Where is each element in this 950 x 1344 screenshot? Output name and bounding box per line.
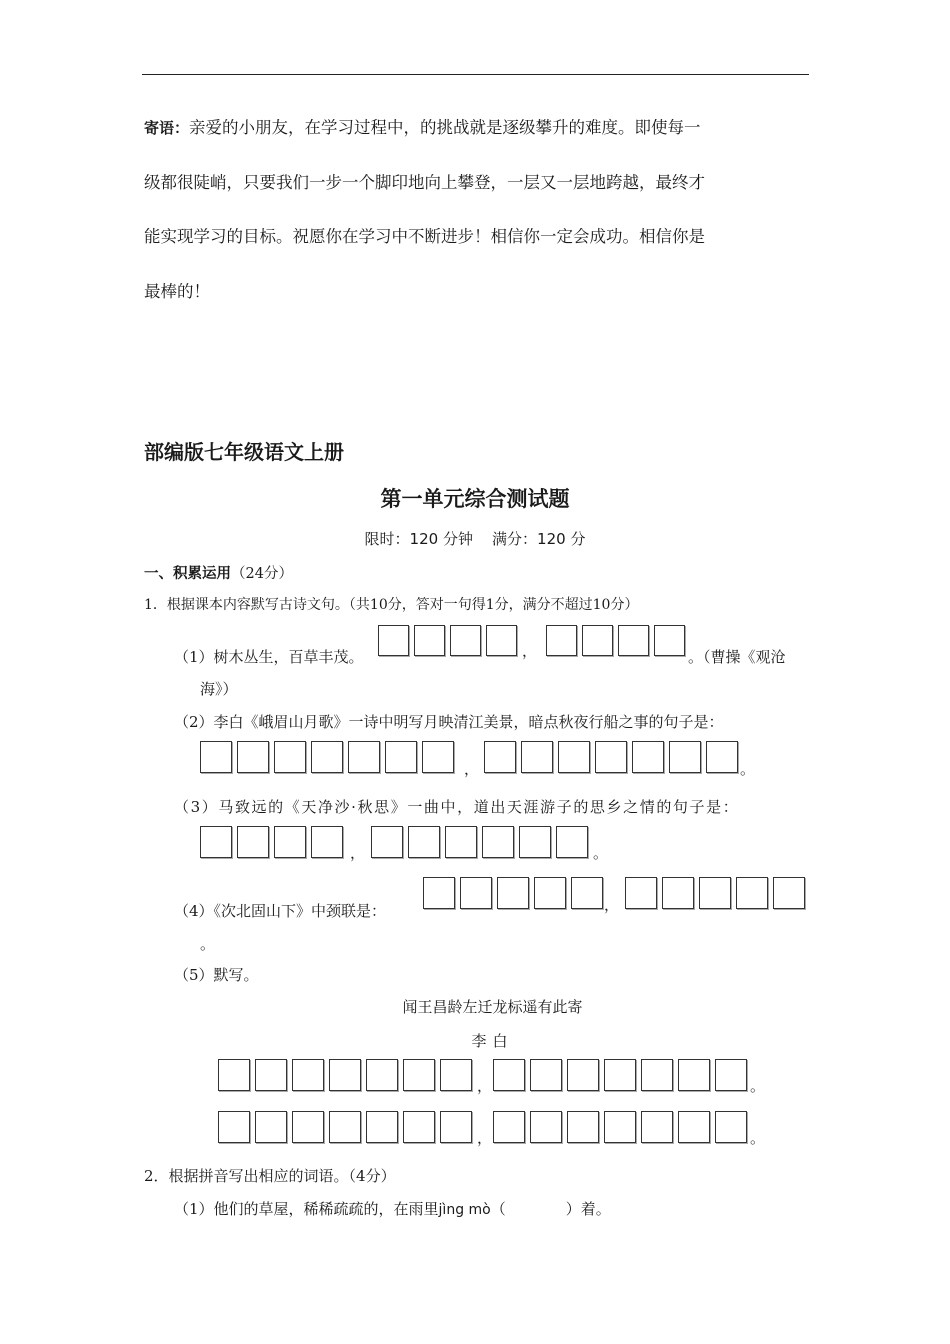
comma: ， [477,1077,493,1095]
intro-line-2: 级都很陡峭，只要我们一步一个脚印地向上攀登，一层又一层地跨越，最终才 [144,173,705,192]
q1-item1-answer-b[interactable] [546,625,690,656]
q2-item1-text: （1）他们的草屋，稀稀疏疏的，在雨里 [174,1200,439,1218]
answer-box[interactable] [521,741,553,773]
answer-box[interactable] [450,625,481,656]
time-label: 限时： [364,530,410,548]
answer-box[interactable] [558,741,590,773]
answer-box[interactable] [493,1111,525,1143]
answer-box[interactable] [292,1111,324,1143]
q2-stem: 2．根据拼音写出相应的词语。（4分） [144,1167,396,1185]
comma: ， [464,760,480,778]
q2-item1-blank[interactable]: （ ）着。 [490,1200,611,1218]
answer-box[interactable] [715,1059,747,1091]
q1-item3-text: （3）马致远的《天净沙·秋思》一曲中，道出天涯游子的思乡之情的句子是： [174,798,740,816]
answer-box[interactable] [567,1059,599,1091]
answer-box[interactable] [274,741,306,773]
answer-box[interactable] [200,826,232,858]
answer-box[interactable] [440,1059,472,1091]
q1-item3-answer-a[interactable] [200,826,348,858]
answer-box[interactable] [292,1059,324,1091]
poem-line2-answer-b[interactable] [493,1111,752,1143]
answer-box[interactable] [632,741,664,773]
book-title: 部编版七年级语文上册 [144,440,344,464]
q1-item2-answer-b[interactable] [484,741,743,773]
section-points: （24分） [231,566,293,582]
answer-box[interactable] [311,826,343,858]
answer-box[interactable] [497,877,529,909]
answer-box[interactable] [484,741,516,773]
answer-box[interactable] [445,826,477,858]
q2-item1 [174,1198,611,1219]
intro-line-4: 最棒的！ [144,282,210,301]
answer-box[interactable] [329,1111,361,1143]
answer-box[interactable] [371,826,403,858]
section-name: 一、积累运用 [144,566,231,582]
answer-box[interactable] [378,625,409,656]
q1-item3-answer-b[interactable] [371,826,593,858]
answer-box[interactable] [706,741,738,773]
answer-box[interactable] [582,625,613,656]
intro-line-3: 能实现学习的目标。祝愿你在学习中不断进步！相信你一定会成功。相信你是 [144,227,705,246]
answer-box[interactable] [237,741,269,773]
answer-box[interactable] [662,877,694,909]
section-title [144,562,293,583]
answer-box[interactable] [440,1111,472,1143]
q1-item1-answer-a[interactable] [378,625,522,656]
period: 。 [740,760,756,778]
poem-line1-answer-a[interactable] [218,1059,477,1091]
answer-box[interactable] [618,625,649,656]
time-limit [0,528,950,549]
answer-box[interactable] [414,625,445,656]
answer-box[interactable] [329,1059,361,1091]
answer-box[interactable] [218,1059,250,1091]
answer-box[interactable] [530,1059,562,1091]
answer-box[interactable] [408,826,440,858]
answer-box[interactable] [366,1059,398,1091]
q1-stem: 1．根据课本内容默写古诗文句。（共10分，答对一句得1分，满分不超过10分） [144,597,639,613]
answer-box[interactable] [567,1111,599,1143]
answer-box[interactable] [519,826,551,858]
answer-box[interactable] [255,1111,287,1143]
time-value: 120 分钟 [409,530,473,548]
answer-box[interactable] [366,1111,398,1143]
answer-box[interactable] [493,1059,525,1091]
answer-box[interactable] [546,625,577,656]
q1-item2-text: （2）李白《峨眉山月歌》一诗中明写月映清江美景，暗点秋夜行船之事的句子是： [174,713,724,731]
answer-box[interactable] [604,1059,636,1091]
comma: ， [350,844,366,862]
poem-author: 李白 [471,1032,514,1050]
answer-box[interactable] [641,1059,673,1091]
answer-box[interactable] [595,741,627,773]
answer-box[interactable] [699,877,731,909]
comma: ， [477,1129,493,1147]
intro-label: 寄语： [144,119,190,137]
answer-box[interactable] [678,1059,710,1091]
answer-box[interactable] [625,877,657,909]
q1-item4-answer-a[interactable] [423,877,608,909]
answer-box[interactable] [422,741,454,773]
poem-line1-answer-b[interactable] [493,1059,752,1091]
test-title: 第一单元综合测试题 [380,487,570,511]
q1-item1-tail: 。（曹操《观沧 [688,648,786,666]
answer-box[interactable] [669,741,701,773]
answer-box[interactable] [423,877,455,909]
answer-box[interactable] [773,877,805,909]
answer-box[interactable] [715,1111,747,1143]
answer-box[interactable] [654,625,685,656]
answer-box[interactable] [200,741,232,773]
answer-box[interactable] [556,826,588,858]
answer-box[interactable] [237,826,269,858]
answer-box[interactable] [403,1111,435,1143]
answer-box[interactable] [736,877,768,909]
answer-box[interactable] [311,741,343,773]
comma: ， [522,642,538,660]
answer-box[interactable] [255,1059,287,1091]
score-label: 满分： [492,530,538,548]
period: 。 [750,1129,766,1147]
answer-box[interactable] [641,1111,673,1143]
answer-box[interactable] [348,741,380,773]
answer-box[interactable] [534,877,566,909]
answer-box[interactable] [218,1111,250,1143]
answer-box[interactable] [274,826,306,858]
intro-text-1: 亲爱的小朋友，在学习过程中，的挑战就是逐级攀升的难度。即使每一 [189,118,701,137]
answer-box[interactable] [678,1111,710,1143]
top-rule [142,74,809,75]
answer-box[interactable] [460,877,492,909]
q1-item4-text: （4）《次北固山下》中颈联是： [174,902,387,920]
q1-item1-tail2: 海》） [200,680,238,698]
answer-box[interactable] [482,826,514,858]
poem-title: 闻王昌龄左迁龙标遥有此寄 [402,998,583,1016]
answer-box[interactable] [571,877,603,909]
answer-box[interactable] [486,625,517,656]
answer-box[interactable] [385,741,417,773]
q2-item1-pinyin: jìng mò [438,1202,491,1218]
answer-box[interactable] [604,1111,636,1143]
period: 。 [750,1077,766,1095]
q1-item4-answer-b[interactable] [625,877,810,909]
intro-line-1 [144,120,809,137]
score-value: 120 分 [537,530,586,548]
period: 。 [593,844,609,862]
q1-item5-text: （5）默写。 [174,966,259,984]
poem-line2-answer-a[interactable] [218,1111,477,1143]
q1-item1-text: （1）树木丛生，百草丰茂。 [174,648,364,666]
q1-item2-answer-a[interactable] [200,741,459,773]
q1-item4-tail: 。 [200,935,216,953]
answer-box[interactable] [530,1111,562,1143]
comma: ， [604,896,620,914]
answer-box[interactable] [403,1059,435,1091]
